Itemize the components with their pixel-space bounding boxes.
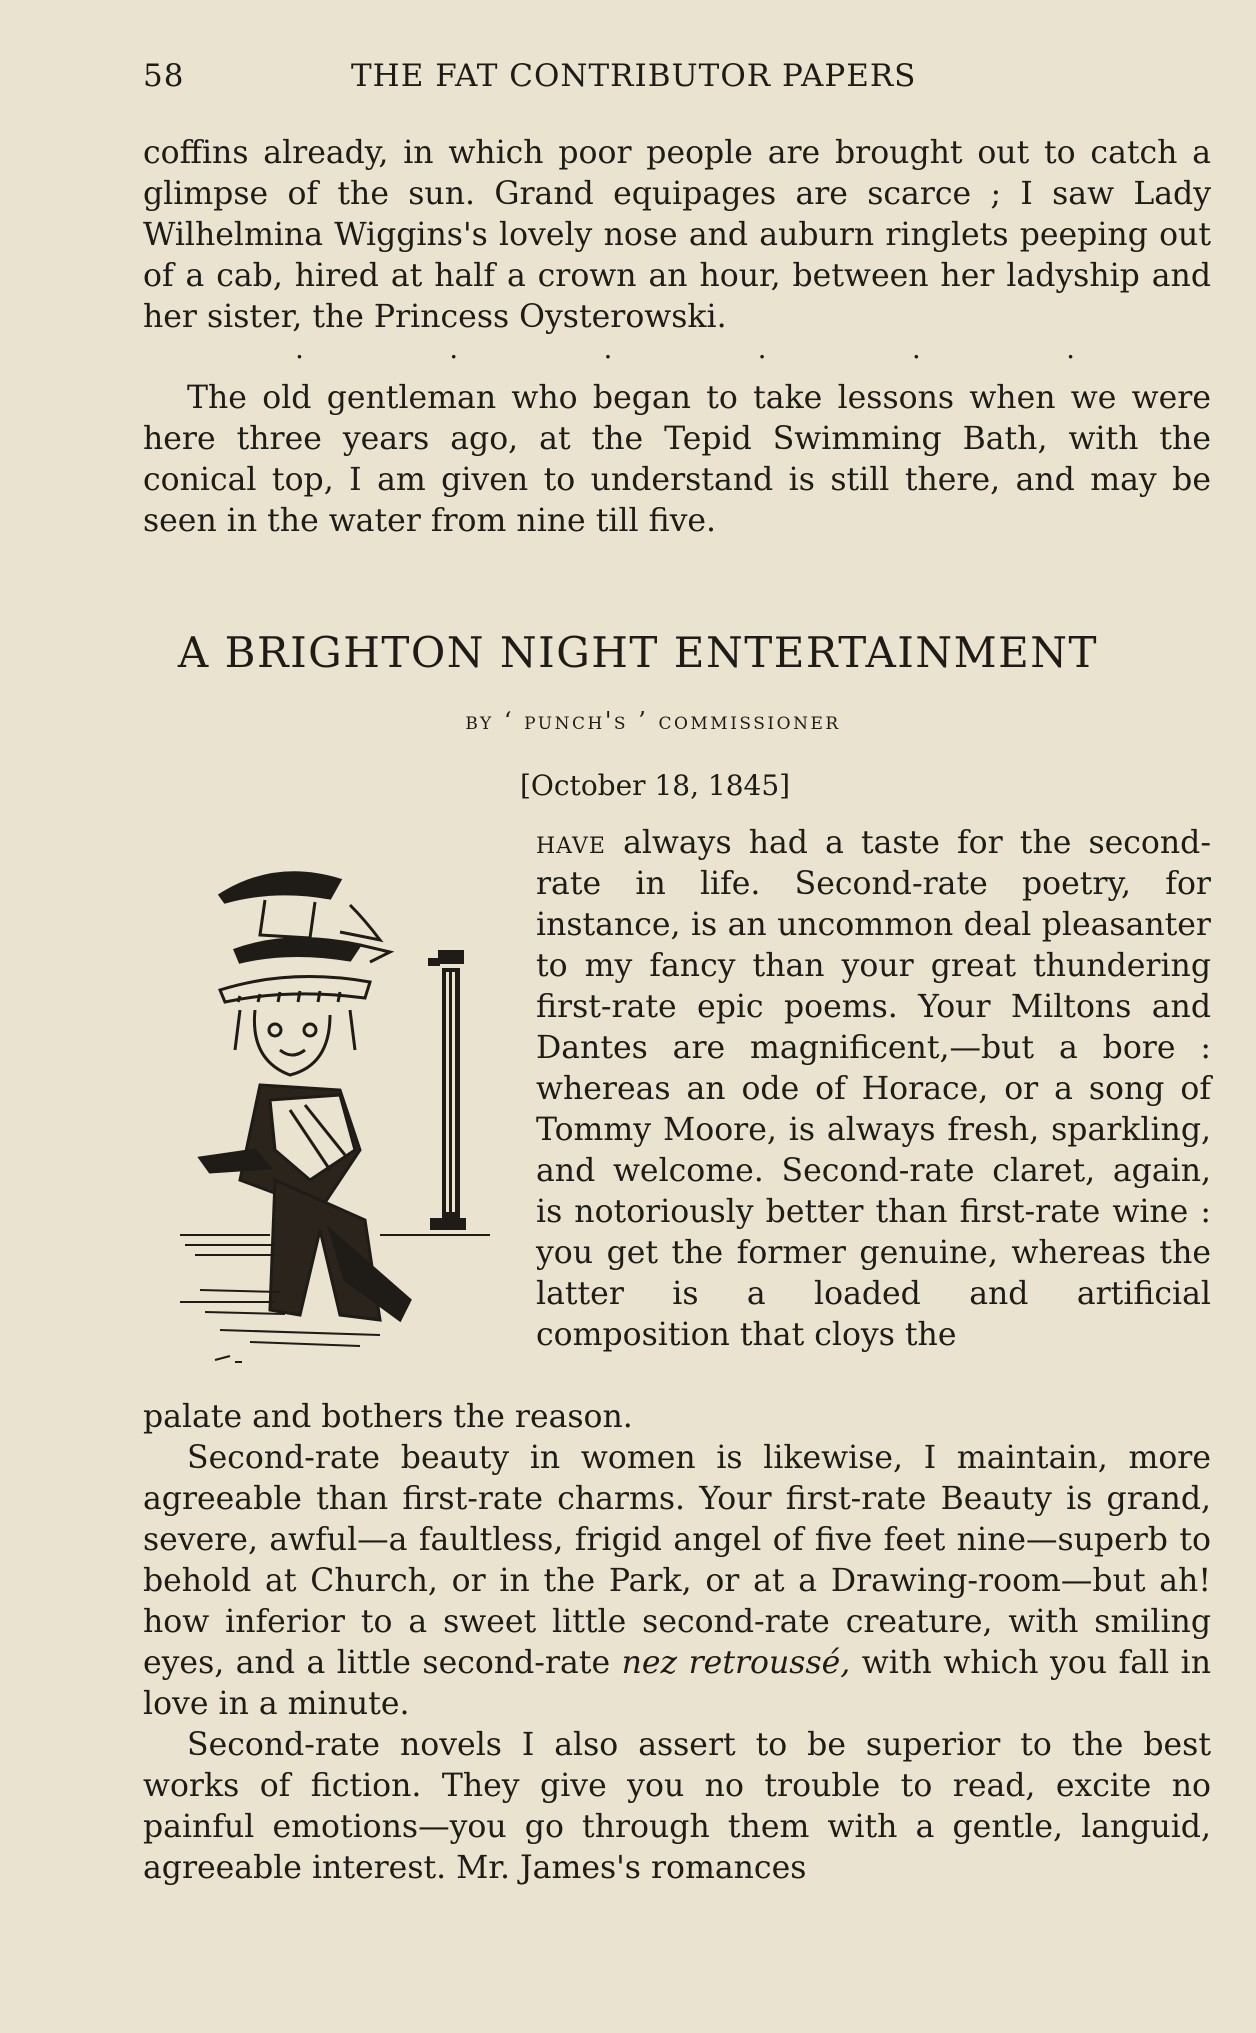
article-paragraph-3: Second-rate novels I also assert to be superior to the best works of fiction. They give you no trouble to read, excite no painful emotions—you go through them with a gentle, languid, agreeable interest. Mr. James's romances [143,1727,1211,1886]
article-paragraph-1-beside-initial [536,823,1211,1356]
stacked-hats-icon [220,873,390,1002]
article-paragraph-2 [143,1438,1211,1725]
previous-section-paragraph-2 [143,378,1211,542]
paragraph-text: coffins already, in which poor people are brought out to catch a glimpse of the sun. Grand equipages are scarce ; I saw Lady Wilhelmina Wiggins's lovely nose and auburn ringlets peeping out of a cab, hired at half a crown an hour, between her ladyship and her sister, the Princess Oysterowski. [143,135,1211,335]
separator-dot: . [911,332,921,365]
book-title: THE FAT CONTRIBUTOR PAPERS [351,58,917,94]
paragraph-text [536,823,1211,1356]
previous-section-paragraph-1 [143,133,1211,338]
paragraph-text-continued: always had a taste for the second-rate in life. Second-rate poetry, for instance, is an uncommon deal pleasanter to my fancy than your great thundering first-rate epic poems. Your Miltons and Dantes are magnificent,—but a bore : whereas an ode of Horace, or a song of Tommy Moore, is always fresh, sparkling, and welcome. Second-rate claret, again, is notoriously better than first-rate wine : you get the former genuine, whereas the latter is a loaded and artificial composition that cloys the [536,825,1211,1353]
lead-word: have [536,825,606,861]
letter-I-icon [428,950,466,1230]
paragraph-2-end: with which you fall in love in a minute. [143,1645,1211,1722]
separator-dot: . [757,332,767,365]
separator-dot: . [603,332,613,365]
separator-dot: . [1066,332,1075,365]
article-date: [October 18, 1845] [520,769,791,802]
separator-dot: . [449,332,459,365]
article-title: A BRIGHTON NIGHT ENTERTAINMENT [177,628,1099,677]
paragraph-1-end: palate and bothers the reason. [143,1399,633,1435]
paragraph-2-main: Second-rate beauty in women is likewise, I maintain, more agreeable than first-rate charms. Your first-rate Beauty is grand, severe, awful—a faultless, frigid angel of five feet nine—superb to behold at Church, or in the Park, or at a Drawing-room—but ah! how inferior to a sweet little second-rate creature, with smiling eyes, and a little second-rate [143,1440,1211,1681]
figure-face-icon [235,1010,355,1075]
paragraph-2-italic-phrase: nez retroussé, [621,1645,851,1681]
page-number: 58 [143,58,185,94]
figure-body-icon [200,1085,410,1320]
section-separator-dots [295,332,1075,365]
separator-dot: . [295,332,304,365]
decorated-initial-illustration [180,850,500,1365]
paragraph-text: The old gentleman who began to take lessons when we were here three years ago, at the Tepid Swimming Bath, with the conical top, I am given to understand is still there, and may be seen in the water from nine till five. [143,380,1211,539]
article-byline: by ‘ punch's ’ commissioner [465,707,841,735]
article-body-continued [143,1397,1211,1889]
